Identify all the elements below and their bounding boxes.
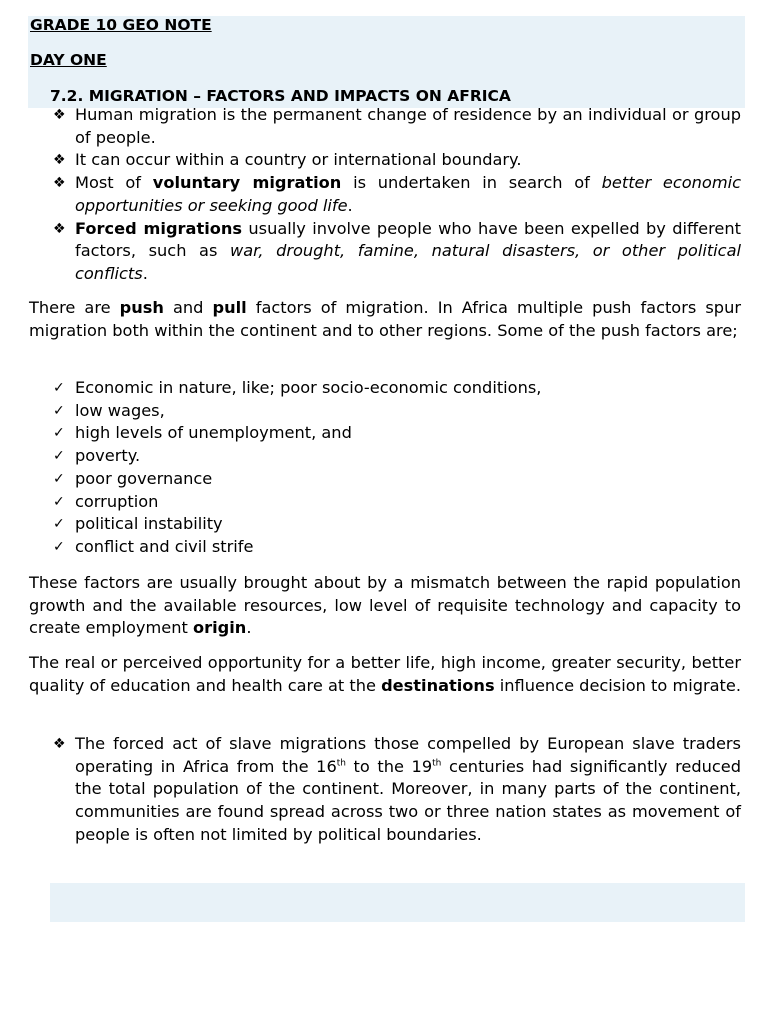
list-item: ✓ conflict and civil strife <box>29 536 741 559</box>
list-item: ✓ poor governance <box>29 468 741 491</box>
list-item: ❖ Forced migrations usually involve people who have been expelled by different factors, such as war, drought, famine, natural disasters, or other political conflicts. <box>53 218 741 283</box>
destinations-paragraph: The real or perceived opportunity for a better life, high income, greater security, better quality of education and health care at the destinations influence decision to migrate. <box>29 653 742 695</box>
check-icon: ✓ <box>53 448 65 465</box>
check-icon: ✓ <box>53 470 65 487</box>
list-item: ❖ The forced act of slave migrations those compelled by European slave traders operating in Africa from the 16th to the 19th centuries had significantly reduced the total population of the continent. Moreover, in many parts of the continent, communities are found spread across two or three nation states as movement of people is often not limited by political boundaries. <box>53 734 742 844</box>
check-icon: ✓ <box>53 402 65 419</box>
check-icon: ✓ <box>53 380 65 396</box>
footer-shading <box>50 883 745 922</box>
list-item: ❖ Most of voluntary migration is undertaken in search of better economic opportunities or seeking good life. <box>53 173 741 215</box>
list-item: ✓ high levels of unemployment, and <box>29 422 741 445</box>
check-icon: ✓ <box>53 516 65 533</box>
check-icon: ✓ <box>53 425 65 442</box>
list-item: ✓ corruption <box>29 491 741 514</box>
day-heading: DAY ONE <box>30 51 107 69</box>
topic-heading: 7.2. MIGRATION – FACTORS AND IMPACTS ON AFRICA <box>50 87 511 105</box>
list-item: ✓ poverty. <box>29 445 741 468</box>
diamond-bullet-icon: ❖ <box>53 152 66 169</box>
factors-paragraph: These factors are usually brought about by a mismatch between the rapid population growth and the available resources, low level of requisite technology and capacity to create employment origin. <box>29 573 741 638</box>
list-item: ✓ political instability <box>29 513 741 536</box>
document-title: GRADE 10 GEO NOTE <box>30 16 212 34</box>
push-factors-list <box>29 377 741 559</box>
check-icon: ✓ <box>53 493 65 510</box>
diamond-bullet-icon: ❖ <box>53 107 66 123</box>
check-icon: ✓ <box>53 538 65 555</box>
list-item: ✓ low wages, <box>29 400 741 423</box>
diamond-bullet-icon: ❖ <box>53 175 66 192</box>
list-item: ✓ Economic in nature, like; poor socio-economic conditions, <box>29 377 741 400</box>
list-item: ❖ Human migration is the permanent change of residence by an individual or group of people. <box>53 105 741 147</box>
definition-bullet-list <box>29 104 741 286</box>
diamond-bullet-icon: ❖ <box>53 736 66 752</box>
slave-migration-bullet-list <box>29 733 741 847</box>
diamond-bullet-icon: ❖ <box>53 220 66 237</box>
list-item: ❖ It can occur within a country or international boundary. <box>29 149 741 172</box>
push-pull-paragraph: There are push and pull factors of migration. In Africa multiple push factors spur migration both within the continent and to other regions. Some of the push factors are; <box>29 298 741 340</box>
